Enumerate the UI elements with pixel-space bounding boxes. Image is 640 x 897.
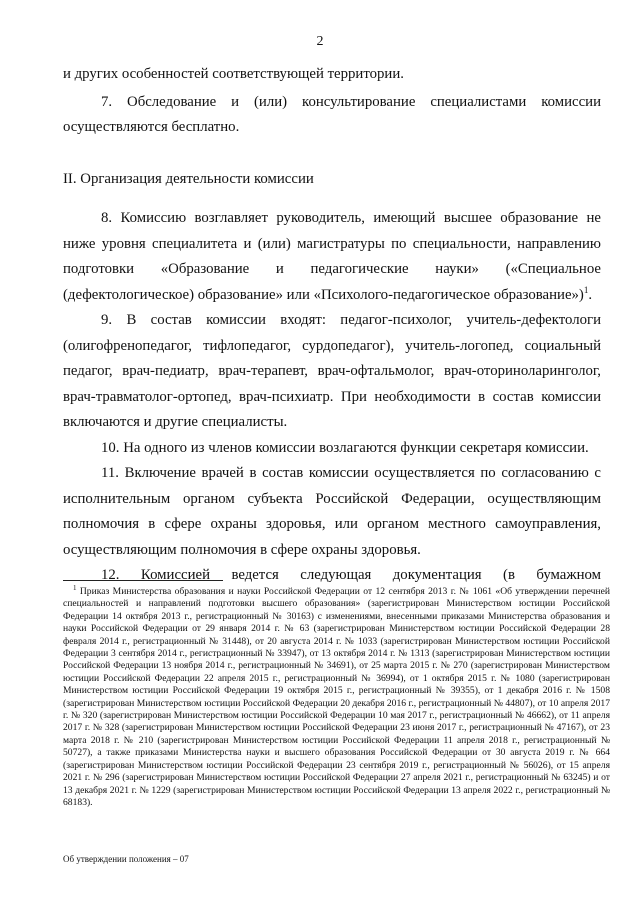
- paragraph-8-end: .: [588, 286, 593, 303]
- section-heading: II. Организация деятельности комиссии: [63, 170, 314, 187]
- footnote: [63, 583, 610, 809]
- document-body: [63, 62, 601, 589]
- footer-note: Об утверждении положения – 07: [63, 854, 189, 864]
- paragraph-8: [63, 206, 601, 308]
- footnote-reference[interactable]: 1: [583, 284, 589, 295]
- paragraph-10: 10. На одного из членов комиссии возлагаются функции секретаря комиссии.: [101, 439, 589, 456]
- paragraph-8-text: 8. Комиссию возглавляет руководитель, имеющий высшее образование не ниже уровня специалитета и (или) магистратуры по специальности, направлению подготовки «Образование и педагогические науки» («Специальное (дефектологическое) образование» или «Психолого-педагогическое образование»): [63, 210, 601, 303]
- footnote-marker: 1: [73, 583, 77, 592]
- page-number: 2: [316, 34, 324, 49]
- paragraph-9: 9. В состав комиссии входят: педагог-психолог, учитель-дефектологи (олигофренопедагог, тифлопедагог, сурдопедагог), учитель-логопед, социальный педагог, врач-педиатр, врач-терапевт, врач-офтальмолог, врач-оториноларинголог, врач-травматолог-ортопед, врач-психиатр. При необходимости в состав комиссии включаются и другие специалисты.: [63, 312, 601, 430]
- paragraph-continuation: и других особенностей соответствующей территории.: [63, 66, 404, 82]
- paragraph-11: 11. Включение врачей в состав комиссии осуществляется по согласованию с исполнительным органом субъекта Российской Федерации, осуществляющим полномочия в сфере охраны здоровья, или органом местного самоуправления, осуществляющим полномочия в сфере охраны здоровья.: [63, 465, 601, 558]
- footnote-text: Приказ Министерства образования и науки Российской Федерации от 12 сентября 2013 г. № 1061 «Об утверждении перечней специальностей и направлений подготовки высшего образования» (зарегистрирован Министерством юстиции Российской Федерации 14 октября 2013 г., регистрационный № 30163) с изменениями, внесенными приказами Министерства образования и науки Российской Федерации от 29 января 2014 г. № 63 (зарегистрирован Министерством юстиции Российской Федерации 28 февраля 2014 г., регистрационный № 31448), от 20 августа 2014 г. № 1033 (зарегистрирован Министерством юстиции Российской Федерации 3 сентября 2014 г., регистрационный № 33947), от 13 октября 2014 г. № 1313 (зарегистрирован Министерством юстиции Российской Федерации 13 ноября 2014 г., регистрационный № 34691), от 25 марта 2015 г. № 270 (зарегистрирован Министерством юстиции Российской Федерации 22 апреля 2015 г., регистрационный № 36994), от 1 октября 2015 г. № 1080 (зарегистрирован Министерством юстиции Российской Федерации 19 октября 2015 г., регистрационный № 39355), от 1 декабря 2016 г. № 1508 (зарегистрирован Министерством юстиции Российской Федерации 20 декабря 2016 г., регистрационный № 44807), от 10 апреля 2017 г. № 320 (зарегистрирован Министерством юстиции Российской Федерации 10 мая 2017 г., регистрационный № 46662), от 11 апреля 2017 г. № 328 (зарегистрирован Министерством юстиции Российской Федерации 23 июня 2017 г., регистрационный № 47167), от 23 марта 2018 г. № 210 (зарегистрирован Министерством юстиции Российской Федерации 11 апреля 2018 г., регистрационный № 50727), а также приказами Министерства науки и высшего образования Российской Федерации от 30 августа 2019 г. № 664 (зарегистрирован Министерством юстиции Российской Федерации 23 сентября 2019 г., регистрационный № 56026), от 15 апреля 2021 г. № 296 (зарегистрирован Министерством юстиции Российской Федерации 27 апреля 2021 г., регистрационный № 63245) и от 13 декабря 2021 г. № 1229 (зарегистрирован Министерством юстиции Российской Федерации 13 апреля 2022 г., регистрационный № 68183).: [63, 586, 610, 808]
- paragraph-7: 7. Обследование и (или) консультирование специалистами комиссии осуществляются бесплатно.: [63, 93, 601, 135]
- footnote-divider: [63, 580, 223, 581]
- paragraph-12: 12. Комиссией ведется следующая документация (в бумажном: [101, 567, 601, 583]
